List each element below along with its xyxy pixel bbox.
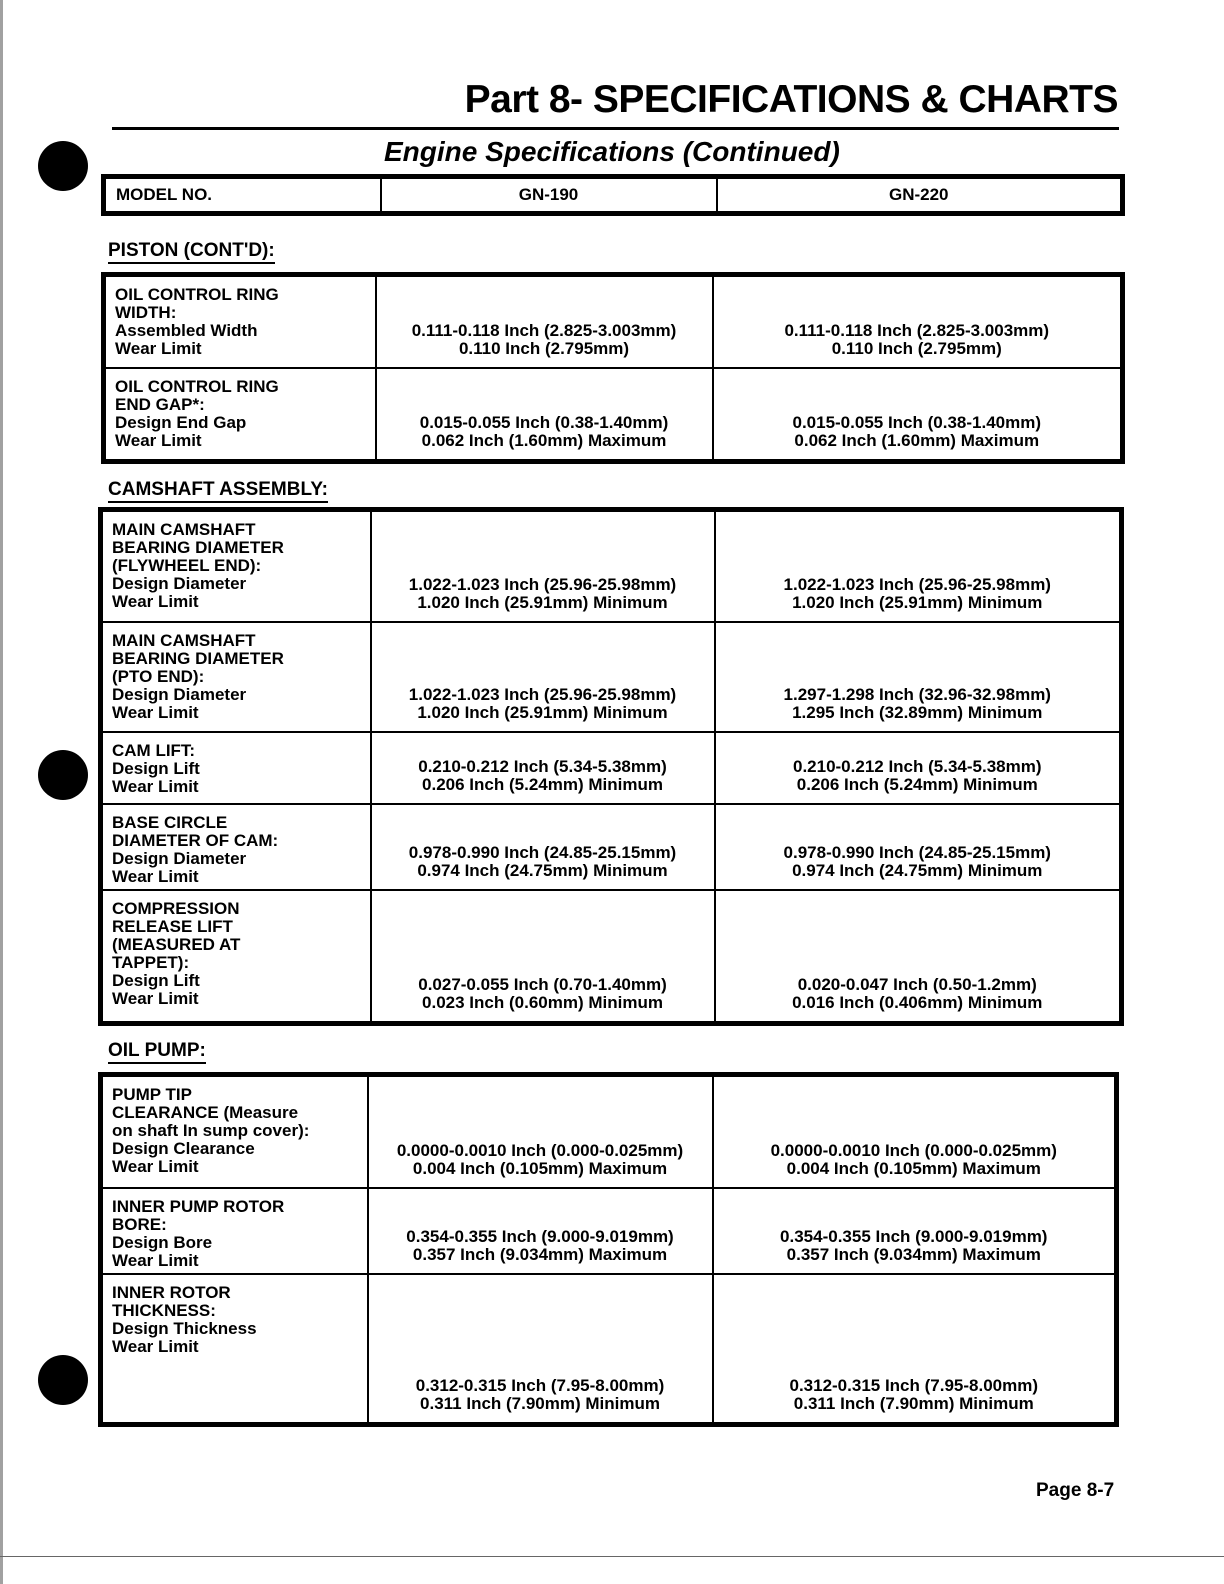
model-row (104, 177, 1123, 214)
spec-value-gn190-line: 0.311 Inch (7.90mm) Minimum (420, 1394, 660, 1413)
spec-value-gn190-line: 0.110 Inch (2.795mm) (458, 338, 630, 358)
spec-value-gn190-line: 0.015-0.055 Inch (0.38-1.40mm) (419, 413, 669, 432)
spec-label-line: COMPRESSION (112, 898, 240, 918)
spec-value-gn220-line: 0.015-0.055 Inch (0.38-1.40mm) (792, 413, 1042, 432)
spec-value-gn190-line: 0.0000-0.0010 Inch (0.000-0.025mm) (396, 1140, 684, 1160)
spec-label-cell (104, 275, 376, 368)
spec-value-gn190-line: 0.004 Inch (0.105mm) Maximum (412, 1158, 668, 1178)
model-label: MODEL NO. (104, 177, 381, 214)
punch-hole (38, 750, 88, 800)
spec-value-gn190-line: 1.020 Inch (25.91mm) Minimum (417, 702, 668, 722)
spec-label-cell (101, 1188, 368, 1274)
spec-label-line: Wear Limit (112, 1157, 199, 1176)
spec-value-gn190-cell (376, 275, 713, 368)
punch-hole (38, 1355, 88, 1405)
spec-value-gn190-cell (371, 732, 715, 804)
spec-value-gn190-cell (368, 1075, 713, 1188)
spec-value-gn220-cell (715, 732, 1122, 804)
spec-row (101, 622, 1122, 732)
spec-label-line: Wear Limit (112, 702, 199, 722)
spec-row (101, 510, 1122, 622)
spec-label-line: on shaft In sump cover): (112, 1121, 310, 1140)
spec-label-line: Design Diameter (112, 574, 247, 593)
spec-value-gn190-line: 0.206 Inch (5.24mm) Minimum (422, 774, 663, 794)
model-gn220: GN-220 (717, 177, 1123, 214)
page-edge (0, 0, 3, 1584)
spec-value-gn220-line: 1.022-1.023 Inch (25.96-25.98mm) (783, 574, 1051, 594)
model-table (101, 174, 1125, 216)
spec-label-line: Assembled Width (115, 321, 258, 340)
spec-label-line: Design Thickness (112, 1318, 257, 1338)
spec-label-line: CLEARANCE (Measure (112, 1103, 299, 1122)
spec-label-line: (FLYWHEEL END): (112, 556, 262, 575)
spec-label-line: BEARING DIAMETER (112, 538, 284, 557)
spec-value-gn220-cell (715, 804, 1122, 890)
spec-value-gn220-cell (715, 890, 1122, 1024)
page-title: Part 8- SPECIFICATIONS & CHARTS (464, 78, 1118, 121)
model-gn190: GN-190 (381, 177, 717, 214)
spec-label-cell (104, 368, 376, 462)
spec-row (104, 368, 1123, 462)
spec-label-cell (101, 1075, 368, 1188)
spec-label-line: BASE CIRCLE (112, 812, 228, 832)
spec-label-line: (PTO END): (112, 666, 205, 686)
spec-value-gn220-line: 0.020-0.047 Inch (0.50-1.2mm) (797, 975, 1037, 994)
spec-label-line: RELEASE LIFT (112, 916, 233, 936)
spec-value-gn220-line: 0.354-0.355 Inch (9.000-9.019mm) (780, 1226, 1048, 1246)
spec-value-gn190-line: 1.022-1.023 Inch (25.96-25.98mm) (408, 684, 677, 704)
page-bottom-edge (0, 1556, 1224, 1557)
spec-label-line: Wear Limit (112, 1336, 199, 1356)
spec-value-gn220-line: 0.357 Inch (9.034mm) Maximum (786, 1244, 1041, 1264)
spec-label-line: Design Clearance (112, 1139, 255, 1158)
spec-value-gn220-line: 0.978-0.990 Inch (24.85-25.15mm) (783, 842, 1051, 862)
punch-hole (38, 141, 88, 191)
spec-row (101, 732, 1122, 804)
spec-label-line: OIL CONTROL RING (115, 285, 279, 304)
spec-label-line: INNER ROTOR (112, 1282, 231, 1302)
section-heading-oil-pump: OIL PUMP: (108, 1040, 206, 1064)
spec-value-gn220-cell (713, 1274, 1117, 1425)
spec-label-line: PUMP TIP (112, 1085, 192, 1104)
spec-label-line: OIL CONTROL RING (115, 376, 279, 396)
spec-value-gn190-cell (371, 804, 715, 890)
spec-label-line: Wear Limit (112, 1250, 199, 1270)
spec-table-camshaft (98, 507, 1124, 1026)
section-heading-piston: PISTON (CONT'D): (108, 240, 275, 264)
spec-value-gn190-cell (371, 622, 715, 732)
spec-value-gn220-line: 0.0000-0.0010 Inch (0.000-0.025mm) (770, 1140, 1057, 1160)
spec-label-line: (MEASURED AT (112, 934, 241, 954)
spec-value-gn220-line: 0.974 Inch (24.75mm) Minimum (792, 860, 1043, 880)
spec-label-line: DIAMETER OF CAM: (112, 830, 279, 850)
spec-value-gn190-line: 0.978-0.990 Inch (24.85-25.15mm) (408, 842, 677, 862)
spec-row (101, 1188, 1117, 1274)
spec-label-cell (101, 732, 371, 804)
page-number: Page 8-7 (1036, 1480, 1115, 1501)
spec-label-line: Wear Limit (112, 866, 199, 886)
spec-value-gn190-cell (371, 510, 715, 622)
spec-value-gn220-cell (713, 1075, 1117, 1188)
spec-label-line: Wear Limit (112, 592, 199, 611)
spec-row (101, 890, 1122, 1024)
spec-row (101, 804, 1122, 890)
spec-label-line: MAIN CAMSHAFT (112, 520, 256, 539)
spec-label-line: WIDTH: (115, 303, 177, 322)
spec-value-gn190-line: 1.022-1.023 Inch (25.96-25.98mm) (408, 574, 677, 594)
spec-value-gn220-cell (713, 275, 1123, 368)
spec-value-gn220-cell (715, 510, 1122, 622)
spec-label-line: Wear Limit (115, 339, 202, 358)
spec-value-gn190-line: 0.974 Inch (24.75mm) Minimum (417, 860, 668, 880)
spec-value-gn220-cell (713, 1188, 1117, 1274)
spec-value-gn220-line: 1.297-1.298 Inch (32.96-32.98mm) (783, 684, 1051, 704)
spec-label-line: Design Lift (112, 758, 200, 778)
spec-value-gn190-line: 0.357 Inch (9.034mm) Maximum (412, 1244, 668, 1264)
spec-label-line: Design Bore (112, 1232, 213, 1252)
spec-label-cell (101, 510, 371, 622)
spec-label-line: Design Diameter (112, 684, 247, 704)
spec-value-gn220-line: 0.312-0.315 Inch (7.95-8.00mm) (789, 1376, 1039, 1395)
spec-row (104, 275, 1123, 368)
spec-label-line: CAM LIFT: (112, 740, 196, 760)
spec-value-gn220-line: 1.020 Inch (25.91mm) Minimum (792, 592, 1043, 612)
spec-label-cell (101, 1274, 368, 1425)
spec-label-line: MAIN CAMSHAFT (112, 630, 256, 650)
spec-value-gn190-line: 1.020 Inch (25.91mm) Minimum (417, 592, 668, 612)
spec-value-gn190-cell (376, 368, 713, 462)
spec-value-gn190-line: 0.027-0.055 Inch (0.70-1.40mm) (418, 975, 667, 994)
spec-value-gn190-line: 0.023 Inch (0.60mm) Minimum (422, 993, 663, 1012)
spec-value-gn220-cell (715, 622, 1122, 732)
spec-value-gn220-line: 0.004 Inch (0.105mm) Maximum (786, 1158, 1041, 1178)
spec-value-gn220-line: 0.016 Inch (0.406mm) Minimum (792, 993, 1043, 1012)
spec-value-gn190-line: 0.312-0.315 Inch (7.95-8.00mm) (415, 1376, 665, 1395)
spec-value-gn190-line: 0.210-0.212 Inch (5.34-5.38mm) (418, 756, 667, 776)
spec-label-line: BEARING DIAMETER (112, 648, 284, 668)
spec-value-gn190-cell (368, 1188, 713, 1274)
spec-row (101, 1075, 1117, 1188)
spec-value-gn190-cell (368, 1274, 713, 1425)
spec-row (101, 1274, 1117, 1425)
spec-label-cell (101, 804, 371, 890)
spec-label-cell (101, 622, 371, 732)
spec-label-line: Wear Limit (112, 776, 199, 796)
spec-value-gn220-cell (713, 368, 1123, 462)
spec-value-gn190-cell (371, 890, 715, 1024)
spec-label-line: Wear Limit (115, 430, 202, 450)
spec-value-gn220-line: 1.295 Inch (32.89mm) Minimum (792, 702, 1043, 722)
spec-label-line: Design Diameter (112, 848, 247, 868)
spec-value-gn220-line: 0.110 Inch (2.795mm) (831, 338, 1002, 358)
spec-label-line: BORE: (112, 1214, 167, 1234)
spec-label-line: END GAP*: (115, 394, 205, 414)
spec-value-gn220-line: 0.206 Inch (5.24mm) Minimum (796, 774, 1038, 794)
spec-value-gn220-line: 0.311 Inch (7.90mm) Minimum (793, 1394, 1034, 1413)
spec-label-line: Design End Gap (115, 412, 247, 432)
spec-table-piston (101, 272, 1125, 464)
spec-label-line: Wear Limit (112, 988, 199, 1008)
section-heading-camshaft: CAMSHAFT ASSEMBLY: (108, 479, 328, 503)
spec-value-gn220-line: 0.111-0.118 Inch (2.825-3.003mm) (784, 320, 1050, 340)
spec-label-line: Design Lift (112, 970, 200, 990)
spec-label-line: TAPPET): (112, 952, 190, 972)
spec-value-gn220-line: 0.210-0.212 Inch (5.34-5.38mm) (792, 756, 1042, 776)
spec-label-line: INNER PUMP ROTOR (112, 1196, 285, 1216)
spec-table-oil-pump (98, 1072, 1119, 1427)
spec-label-cell (101, 890, 371, 1024)
spec-value-gn190-line: 0.111-0.118 Inch (2.825-3.003mm) (411, 320, 677, 340)
spec-value-gn190-line: 0.354-0.355 Inch (9.000-9.019mm) (406, 1226, 674, 1246)
spec-value-gn220-line: 0.062 Inch (1.60mm) Maximum (794, 431, 1040, 450)
page-subtitle: Engine Specifications (Continued) (384, 136, 840, 167)
spec-label-line: THICKNESS: (112, 1300, 216, 1320)
title-rule (112, 127, 1119, 130)
spec-value-gn190-line: 0.062 Inch (1.60mm) Maximum (421, 431, 667, 450)
